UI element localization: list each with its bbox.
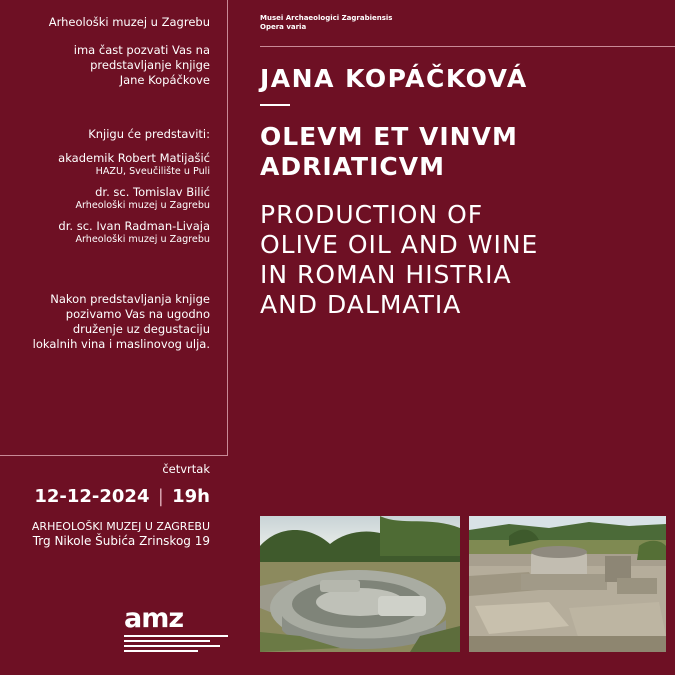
- date-rule: [0, 455, 228, 456]
- book-author: JANA KOPÁČKOVÁ: [260, 64, 528, 93]
- date-time-separator: |: [157, 486, 164, 507]
- photo-stone-olive-press: [260, 516, 460, 652]
- presenter-name: dr. sc. Ivan Radman-Livaja: [58, 219, 210, 233]
- series-line-2: Opera varia: [260, 23, 307, 31]
- logo-stripes-icon: [124, 634, 234, 652]
- title-dash: [260, 104, 290, 106]
- event-date: 12-12-2024: [34, 486, 150, 507]
- book-title-english: [260, 200, 538, 320]
- amz-logo: [124, 604, 234, 652]
- series-rule: [260, 46, 675, 47]
- title-latin-line-1: OLEVM ET VINVM: [260, 122, 518, 151]
- title-latin-line-2: ADRIATICVM: [260, 152, 445, 181]
- invitation-text: [0, 43, 210, 88]
- venue-address: Trg Nikole Šubića Zrinskog 19: [32, 534, 210, 548]
- invitation-line-1: ima čast pozvati Vas na: [73, 43, 210, 57]
- presenter-affiliation: Arheološki muzej u Zagrebu: [75, 234, 210, 245]
- photo-stone-wine-press: [469, 516, 666, 652]
- afterword-line-3: druženje uz degustaciju: [72, 322, 210, 336]
- title-en-line-2: OLIVE OIL AND WINE: [260, 230, 539, 259]
- event-time: 19h: [172, 486, 210, 507]
- afterword-line-4: lokalnih vina i maslinovog ulja.: [32, 337, 210, 351]
- event-day: četvrtak: [162, 462, 210, 476]
- presenter-affiliation: Arheološki muzej u Zagrebu: [75, 200, 210, 211]
- title-en-line-3: IN ROMAN HISTRIA: [260, 260, 512, 289]
- presenter-name: dr. sc. Tomislav Bilić: [95, 185, 210, 199]
- wine-press-image: [469, 516, 666, 652]
- presenter-name: akademik Robert Matijašić: [58, 151, 210, 165]
- afterword-text: [0, 292, 210, 352]
- presenters-heading: Knjigu će predstaviti:: [88, 127, 210, 141]
- stone-press-image: [260, 516, 460, 652]
- afterword-line-2: pozivamo Vas na ugodno: [65, 307, 210, 321]
- event-datetime: [0, 486, 210, 507]
- presenter-affiliation: HAZU, Sveučilište u Puli: [95, 166, 210, 177]
- presenter-2: [0, 185, 210, 212]
- presenter-1: [0, 151, 210, 178]
- series-title: [260, 14, 392, 32]
- series-line-1: Musei Archaeologici Zagrabiensis: [260, 14, 393, 22]
- column-divider-top: [227, 0, 228, 455]
- venue-name: ARHEOLOŠKI MUZEJ U ZAGREBU: [31, 520, 210, 533]
- invitation-line-2: predstavljanje knjige: [90, 58, 210, 72]
- title-en-line-4: AND DALMATIA: [260, 290, 462, 319]
- afterword-line-1: Nakon predstavljanja knjige: [50, 292, 210, 306]
- book-title-latin: [260, 122, 518, 182]
- event-venue: [0, 520, 210, 548]
- invitation-line-3: Jane Kopáčkove: [119, 73, 210, 87]
- presenter-3: [0, 219, 210, 246]
- logo-wordmark: amz: [124, 603, 184, 634]
- title-en-line-1: PRODUCTION OF: [260, 200, 484, 229]
- museum-name: Arheološki muzej u Zagrebu: [48, 15, 210, 29]
